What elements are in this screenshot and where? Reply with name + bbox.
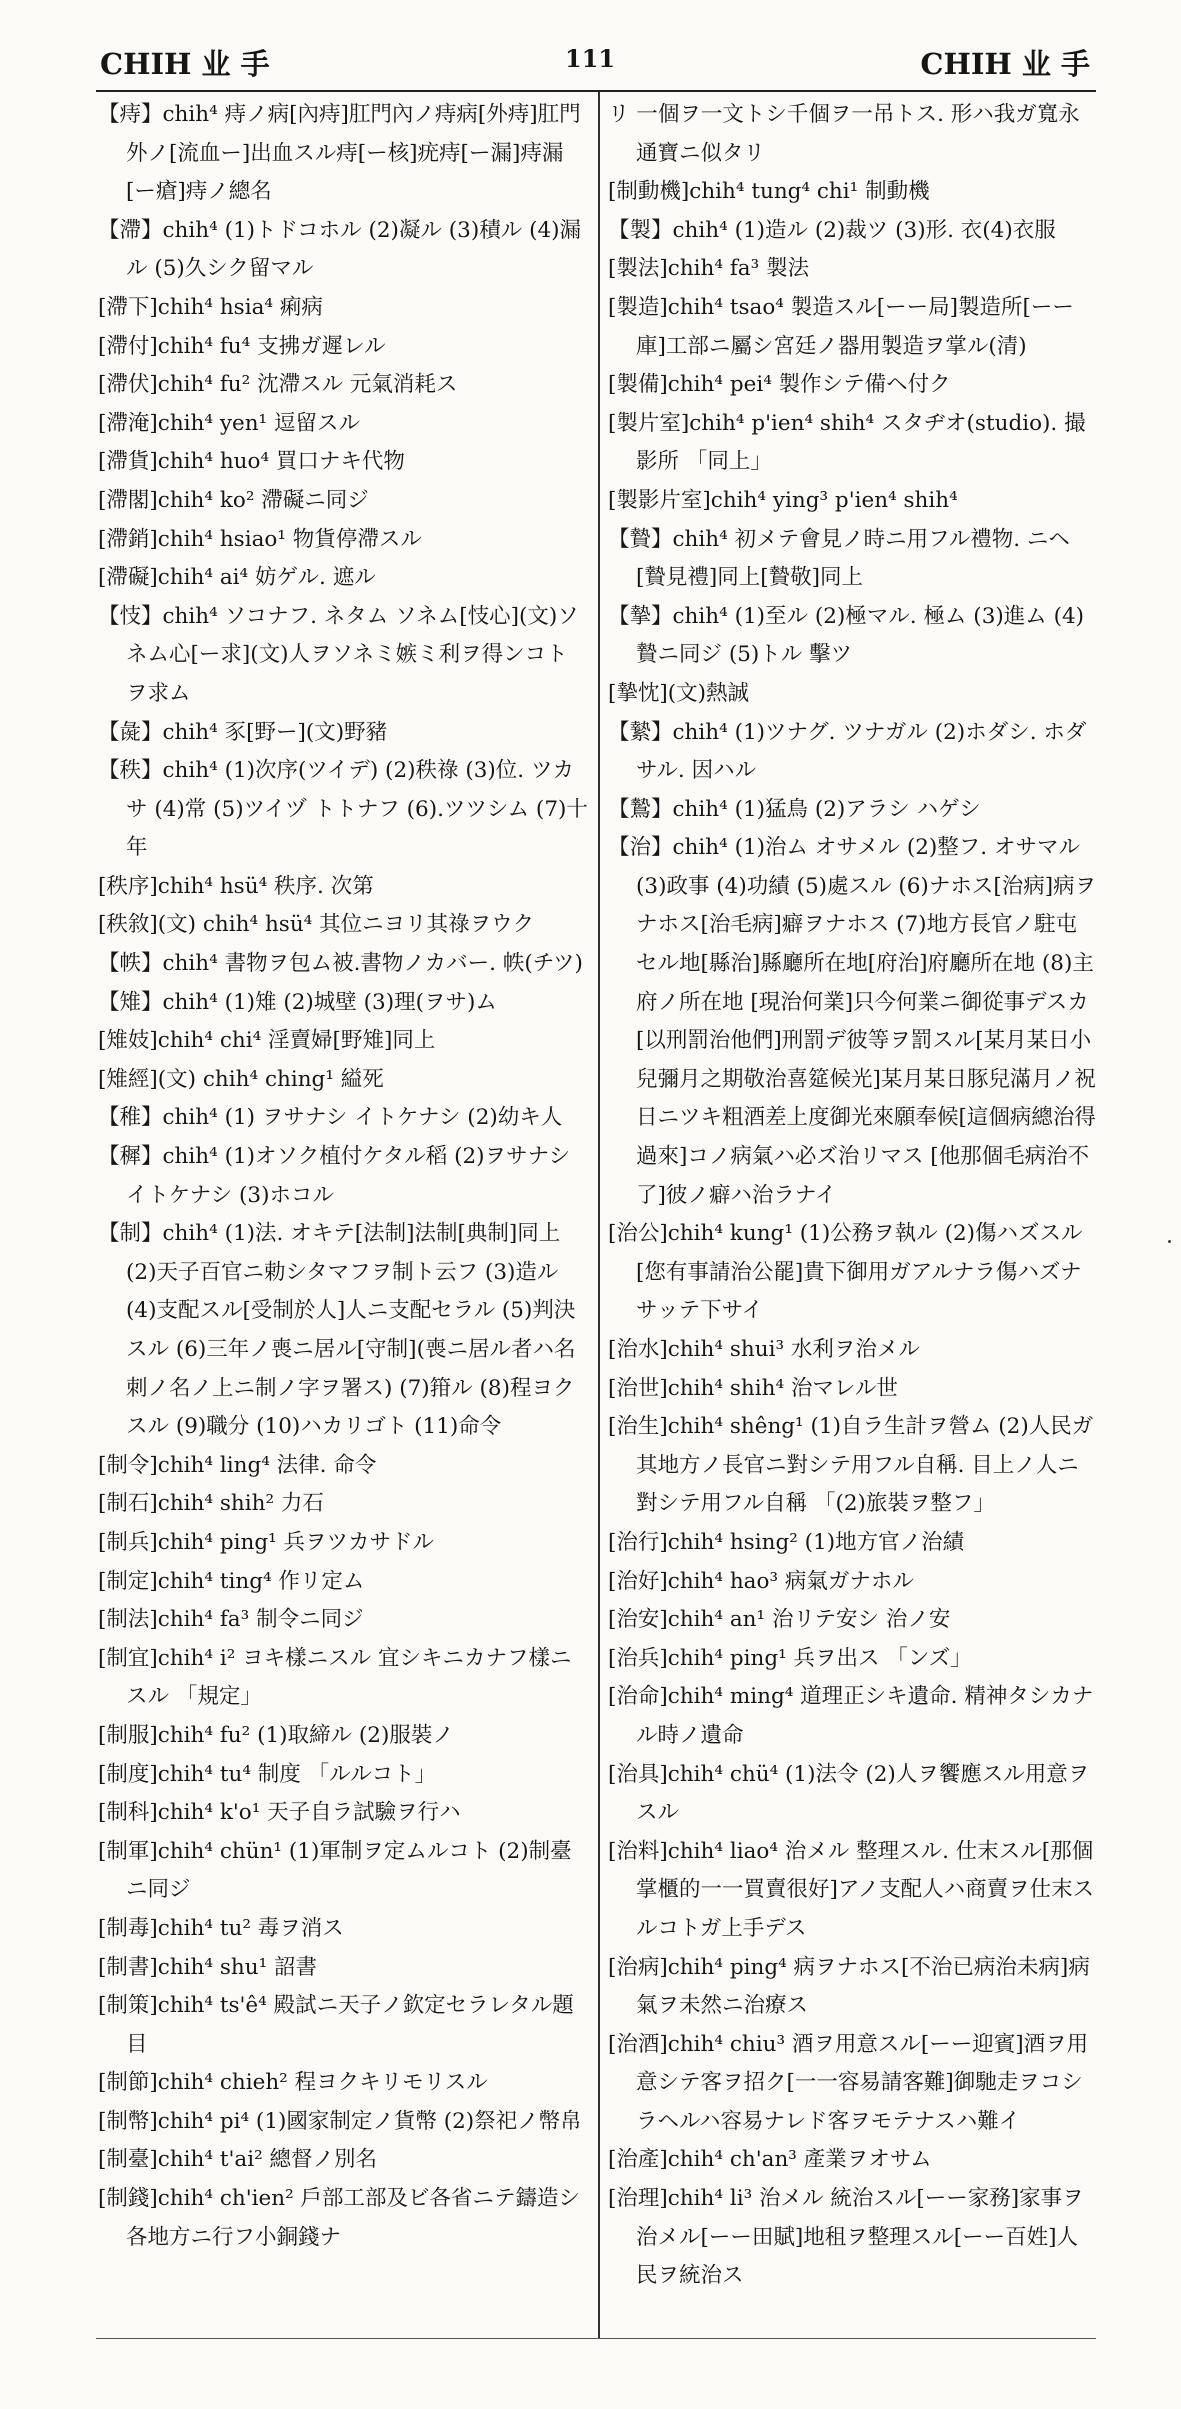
right-column (608, 96, 1098, 2296)
page-number: 111 (565, 44, 616, 73)
dictionary-entry: [製法]chih⁴ fa³ 製法 (608, 256, 810, 282)
dictionary-entry: 【製】chih⁴ (1)造ル (2)裁ツ (3)形. 衣(4)衣服 (608, 217, 1056, 243)
dictionary-entry: 【穉】chih⁴ (1)オソク植付ケタル稻 (2)ヲサナシ イトケナシ (3)ホコル (98, 1144, 571, 1208)
dictionary-entry: [滯閣]chih⁴ ko² 滯礙ニ同ジ (98, 487, 369, 513)
header-left: CHIH 业 手 (100, 47, 270, 81)
dictionary-entry: [治世]chih⁴ shih⁴ 治マレル世 (608, 1375, 898, 1401)
dictionary-entry: [制錢]chih⁴ ch'ien² 戶部工部及ビ各省ニテ鑄造シ各地方ニ行フ小銅錢ナ (98, 2186, 581, 2250)
dictionary-entry: 【滯】chih⁴ (1)トドコホル (2)凝ル (3)積ル (4)漏ル (5)久シク留マル (98, 217, 582, 282)
dictionary-entry: [製造]chih⁴ tsao⁴ 製造スル[ーー局]製造所[ーー庫]工部ニ屬シ宮廷ノ器用製造ヲ掌ル(清) (608, 294, 1074, 359)
dictionary-entry: [制策]chih⁴ ts'ê⁴ 殿試ニ天子ノ欽定セラレタル題目 (98, 1993, 574, 2057)
dictionary-entry: [製備]chih⁴ pei⁴ 製作シテ備ヘ付ク (608, 372, 951, 398)
dictionary-entry: [制節]chih⁴ chieh² 程ヨクキリモリスル (98, 2070, 488, 2096)
page-speck (1168, 1240, 1171, 1243)
dictionary-entry: [治行]chih⁴ hsing² (1)地方官ノ治績 (608, 1529, 965, 1555)
header-right: CHIH 业 手 (920, 47, 1090, 81)
dictionary-entry: 【贄】chih⁴ 初メテ會見ノ時ニ用フル禮物. ニヘ[贄見禮]同上[贄敬]同上 (608, 526, 1070, 591)
dictionary-entry: 【稚】chih⁴ (1) ヲサナシ イトケナシ (2)幼キ人 (98, 1105, 563, 1131)
dictionary-entry: 【治】chih⁴ (1)治ム オサメル (2)整フ. オサマル (3)政事 (4)功績 (5)處スル (6)ナホス[治病]病ヲナホス[治毛病]癖ヲナホス (7)地方長官ノ駐屯セル地[縣治]縣廳所在地[府治]府廳所在地 (8)主府ノ所在地 [現治何業]只今何業ニ御從事デスカ [以刑罰治他們]刑罰デ彼等ヲ罰スル[某月某日小兒彌月之期敬治喜筵候光]某月某日豚兒滿月ノ祝日ニツキ粗酒差上度御光來願奉候[這個病總治得過來]コノ病氣ハ必ズ治リマス [他那個毛病治不了]彼ノ癖ハ治ラナイ (608, 835, 1097, 1208)
dictionary-entry: リ 一個ヲ一文トシ千個ヲ一吊トス. 形ハ我ガ寬永通寶ニ似タリ (608, 102, 1080, 166)
dictionary-entry: [治產]chih⁴ ch'an³ 產業ヲオサム (608, 2147, 932, 2173)
dictionary-entry: 【縶】chih⁴ (1)ツナグ. ツナガル (2)ホダシ. ホダサル. 因ハル (608, 719, 1087, 784)
dictionary-entry: [滯貨]chih⁴ huo⁴ 買口ナキ代物 (98, 449, 405, 475)
dictionary-entry: [治兵]chih⁴ ping¹ 兵ヲ出ス 「ンズ」 (608, 1645, 972, 1671)
dictionary-entry: [滯下]chih⁴ hsia⁴ 痢病 (98, 294, 323, 320)
dictionary-entry: [制毒]chih⁴ tu² 毒ヲ消ス (98, 1915, 344, 1941)
dictionary-entry: 【鷙】chih⁴ (1)猛鳥 (2)アラシ ハゲシ (608, 796, 981, 822)
dictionary-entry: [摯忱](文)熱誠 (608, 680, 750, 706)
dictionary-entry: [治病]chih⁴ ping⁴ 病ヲナホス[不治已病治未病]病氣ヲ未然ニ治療ス (608, 1954, 1090, 2019)
dictionary-entry: [治好]chih⁴ hao³ 病氣ガナホル (608, 1568, 914, 1594)
dictionary-entry: [治生]chih⁴ shêng¹ (1)自ラ生計ヲ營ム (2)人民ガ其地方ノ長官ニ對シテ用フル自稱. 目上ノ人ニ對シテ用フル自稱 「(2)旅裝ヲ整フ」 (608, 1414, 1094, 1517)
dictionary-entry: [制定]chih⁴ ting⁴ 作リ定ム (98, 1568, 365, 1594)
dictionary-entry: [治命]chih⁴ ming⁴ 道理正シキ遺命. 精神タシカナル時ノ遺命 (608, 1684, 1094, 1748)
dictionary-entry: 【彘】chih⁴ 豕[野ー](文)野豬 (98, 719, 388, 745)
dictionary-entry: [滯付]chih⁴ fu⁴ 支拂ガ遲レル (98, 333, 386, 359)
dictionary-entry: [制軍]chih⁴ chün¹ (1)軍制ヲ定ムルコト (2)制臺ニ同ジ (98, 1838, 572, 1903)
dictionary-entry: 【制】chih⁴ (1)法. オキテ[法制]法制[典制]同上 (2)天子百官ニ勅シタマフヲ制ト云フ (3)造ル (4)支配スル[受制於人]人ニ支配セラル (5)判決スル (6)三年ノ喪ニ居ル[守制](喪ニ居ル者ハ名刺ノ名ノ上ニ制ノ字ヲ署ス) (7)箝ル (8)程ヨクスル (9)職分 (10)ハカリゴト (11)命令 (98, 1221, 576, 1440)
dictionary-entry: [制科]chih⁴ k'o¹ 天子自ラ試驗ヲ行ハ (98, 1800, 461, 1826)
header-rule (96, 90, 1096, 92)
dictionary-entry: [制宜]chih⁴ i² ヨキ樣ニスル 宜シキニカナフ樣ニスル 「規定」 (98, 1645, 572, 1710)
running-header (100, 36, 1090, 84)
dictionary-entry: [雉經](文) chih⁴ ching¹ 縊死 (98, 1066, 384, 1092)
dictionary-entry: [治理]chih⁴ li³ 治メル 統治スル[ーー家務]家事ヲ治メル[ーー田賦]地租ヲ整理スル[ーー百姓]人民ヲ統治ス (608, 2186, 1084, 2289)
left-column (98, 96, 588, 2257)
dictionary-entry: [制動機]chih⁴ tung⁴ chi¹ 制動機 (608, 179, 930, 205)
dictionary-entry: [治具]chih⁴ chü⁴ (1)法令 (2)人ヲ饗應スル用意ヲスル (608, 1761, 1090, 1826)
dictionary-entry: [制法]chih⁴ fa³ 制令ニ同ジ (98, 1607, 364, 1633)
dictionary-entry: [雉妓]chih⁴ chi⁴ 淫賣婦[野雉]同上 (98, 1028, 436, 1054)
dictionary-entry: [秩序]chih⁴ hsü⁴ 秩序. 次第 (98, 873, 374, 899)
dictionary-entry: [治安]chih⁴ an¹ 治リテ安シ 治ノ安 (608, 1607, 951, 1633)
dictionary-entry: [制臺]chih⁴ t'ai² 總督ノ別名 (98, 2147, 378, 2173)
dictionary-entry: [治水]chih⁴ shui³ 水利ヲ治メル (608, 1337, 920, 1362)
dictionary-entry: [治料]chih⁴ liao⁴ 治メル 整理スル. 仕末スル[那個掌櫃的一一買賣很好]アノ支配人ハ商賣ヲ仕末スルコトガ上手デス (608, 1838, 1095, 1941)
dictionary-entry: [滯礙]chih⁴ ai⁴ 妨ゲル. 遮ル (98, 565, 376, 591)
dictionary-entry: 【秩】chih⁴ (1)次序(ツイデ) (2)秩祿 (3)位. ツカサ (4)常 (5)ツイヅ トトナフ (6).ツツシム (7)十年 (98, 758, 588, 861)
dictionary-entry: [滯淹]chih⁴ yen¹ 逗留スル (98, 410, 361, 436)
dictionary-entry: [製影片室]chih⁴ ying³ p'ien⁴ shih⁴ (608, 487, 958, 513)
footer-rule (96, 2338, 1096, 2339)
dictionary-entry: [治酒]chih⁴ chiu³ 酒ヲ用意スル[ーー迎賓]酒ヲ用意シテ客ヲ招ク[一一容易請客難]御馳走ヲコシラヘルハ容易ナレド客ヲモテナスハ難イ (608, 2031, 1089, 2134)
dictionary-entry: [滯伏]chih⁴ fu² 沈滯スル 元氣消耗ス (98, 372, 458, 398)
column-divider (598, 92, 600, 2338)
dictionary-entry: 【忮】chih⁴ ソコナフ. ネタム ソネム[忮心](文)ソネム心[ー求](文)人ヲソネミ嫉ミ利ヲ得ンコトヲ求ム (98, 603, 579, 706)
dictionary-entry: 【雉】chih⁴ (1)雉 (2)城壁 (3)理(ヲサ)ム (98, 989, 497, 1015)
dictionary-entry: [制幣]chih⁴ pi⁴ (1)國家制定ノ貨幣 (2)祭祀ノ幣帛 (98, 2108, 582, 2134)
dictionary-entry: [制石]chih⁴ shih² 力石 (98, 1491, 324, 1517)
dictionary-entry: [制兵]chih⁴ ping¹ 兵ヲツカサドル (98, 1529, 435, 1555)
dictionary-entry: [制服]chih⁴ fu² (1)取締ル (2)服裝ノ (98, 1722, 454, 1748)
dictionary-entry: 【痔】chih⁴ 痔ノ病[內痔]肛門內ノ痔病[外痔]肛門外ノ[流血ー]出血スル痔[ー核]疣痔[ー漏]痔漏[ー瘡]痔ノ總名 (98, 102, 581, 205)
dictionary-entry: 【帙】chih⁴ 書物ヲ包ム被.書物ノカバー. 帙(チツ) (98, 951, 583, 977)
dictionary-entry: [制度]chih⁴ tu⁴ 制度 「ルルコト」 (98, 1761, 437, 1787)
dictionary-entry: [制令]chih⁴ ling⁴ 法律. 命令 (98, 1452, 377, 1478)
dictionary-entry: [秩敘](文) chih⁴ hsü⁴ 其位ニヨリ其祿ヲウク (98, 912, 535, 938)
dictionary-entry: [制書]chih⁴ shu¹ 詔書 (98, 1954, 318, 1980)
dictionary-entry: 【摯】chih⁴ (1)至ル (2)極マル. 極ム (3)進ム (4)贄ニ同ジ (5)トル 擊ツ (608, 603, 1085, 668)
dictionary-entry: [治公]chih⁴ kung¹ (1)公務ヲ執ル (2)傷ハズスル[您有事請治公罷]貴下御用ガアルナラ傷ハズナサッテ下サイ (608, 1221, 1083, 1324)
dictionary-entry: [滯銷]chih⁴ hsiao¹ 物貨停滯スル (98, 526, 422, 552)
dictionary-entry: [製片室]chih⁴ p'ien⁴ shih⁴ スタヂオ(studio). 撮影所 「同上」 (608, 410, 1086, 475)
